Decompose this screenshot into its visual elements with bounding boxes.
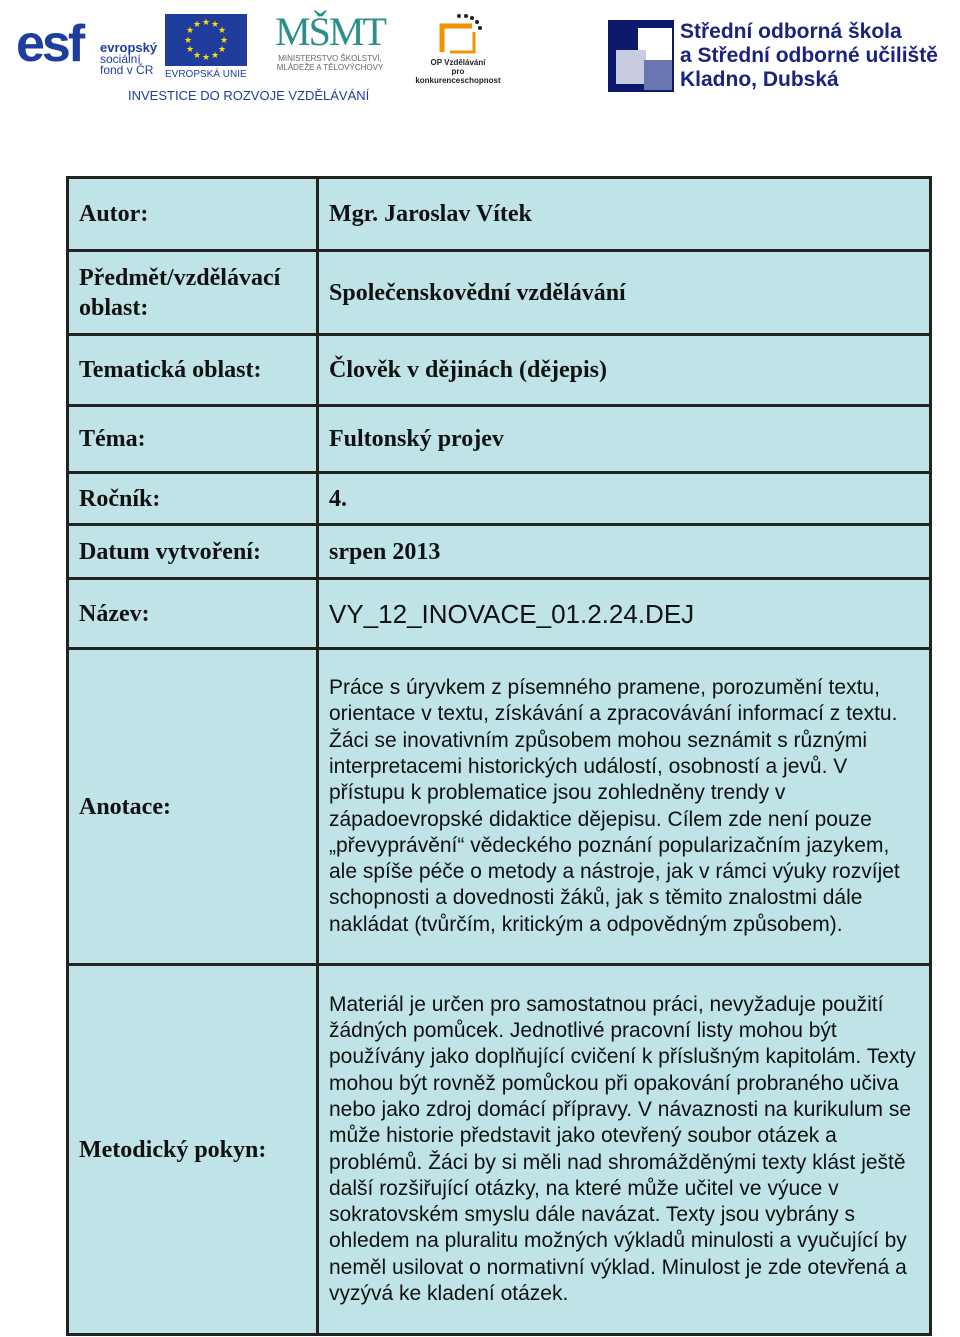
op-logo (410, 12, 506, 84)
predmet-value: Společenskovědní vzdělávání (318, 251, 931, 335)
op-caption-line1: OP Vzdělávání (430, 58, 486, 67)
svg-text:★: ★ (210, 20, 220, 30)
funding-logos (0, 0, 515, 110)
predmet-label: Předmět/vzdělávací oblast: (68, 251, 318, 335)
svg-text:★: ★ (192, 20, 202, 30)
svg-text:★: ★ (217, 45, 227, 55)
table-row (68, 251, 931, 335)
school-mark-icon (608, 20, 674, 92)
svg-text:★: ★ (217, 26, 227, 36)
investice-tagline: INVESTICE DO ROZVOJE VZDĚLÁVÁNÍ (128, 88, 370, 103)
datum-label: Datum vytvoření: (68, 525, 318, 579)
table-row (68, 649, 931, 965)
svg-text:★: ★ (210, 51, 220, 61)
anotace-text: Práce s úryvkem z písemného pramene, porozumění textu, orientace v textu, získávání a zpracovávání informací z textu. Žáci se inovativním způsobem mohou seznámit s různými interpretacemi historických událostí, osobností a jevů. V přístupu k problematice jsou zohledněny trendy v západoevropské didaktice dějepisu. Cílem zde není pouze „převyprávění“ vědeckého poznání popularizačním jazykem, ale spíše péče o metody a nástroje, jak v rámci výuky rozvíjet schopnosti a dovednosti žáků, jak s těmito znalostmi dále nakládat (tvůrčím, kritickým a odpovědným způsobem). (318, 649, 931, 965)
metadata-table (66, 176, 932, 1336)
school-logo (604, 20, 960, 94)
op-mark-icon (428, 12, 488, 58)
metodicky-text: Materiál je určen pro samostatnou práci, nevyžaduje použití žádných pomůcek. Jednotlivé pracovní listy mohou být používány jako doplňující cvičení k příslušným kapitolám. Texty mohou být rovněž pomůckou při opakování probraného učiva nebo jako zdroj domácí přípravy. V návaznosti na kurikulum se může historie představit jako otevřený soubor otázek a problémů. Žáci by si měli nad shromážděnými texty klást ještě další rozšiřující otázky, na které může učitel ve výuce v sokratovském smyslu dále navázat. Texty jsou vybrány s ohledem na pluralitu možných výkladů minulosti a vyučující by neměl usilovat o normativní výklad. Minulost je zde otevřená a vyzývá ke kladení otázek. (318, 965, 931, 1335)
table-row (68, 525, 931, 579)
table-row (68, 579, 931, 649)
esf-caption-line2: sociální (100, 52, 141, 66)
svg-text:★: ★ (219, 36, 229, 46)
nazev-value: VY_12_INOVACE_01.2.24.DEJ (318, 579, 931, 649)
esf-logo (16, 12, 156, 82)
nazev-label: Název: (68, 579, 318, 649)
msmt-logo (256, 10, 404, 82)
tematicka-label: Tematická oblast: (68, 335, 318, 406)
rocnik-label: Ročník: (68, 473, 318, 525)
autor-label: Autor: (68, 178, 318, 251)
msmt-mark: MŠMT (275, 9, 385, 54)
table-row (68, 178, 931, 251)
op-caption-line2: pro konkurenceschopnost (415, 67, 501, 85)
svg-text:★: ★ (192, 51, 202, 61)
table-row (68, 406, 931, 473)
svg-text:★: ★ (201, 18, 211, 28)
svg-text:★: ★ (183, 36, 193, 46)
autor-value: Mgr. Jaroslav Vítek (318, 178, 931, 251)
svg-text:★: ★ (185, 26, 195, 36)
eu-caption: EVROPSKÁ UNIE (165, 69, 247, 80)
esf-caption (100, 42, 157, 76)
esf-mark: esf (16, 15, 83, 73)
esf-caption-line3: fond v ČR (100, 63, 154, 77)
table-row (68, 473, 931, 525)
tema-value: Fultonský projev (318, 406, 931, 473)
school-name-line3: Kladno, Dubská (680, 68, 839, 91)
school-name-line1: Střední odborná škola (680, 20, 902, 43)
school-name-line2: a Střední odborné učiliště (680, 44, 938, 67)
msmt-caption-line1: MINISTERSTVO ŠKOLSTVÍ, (278, 54, 382, 63)
msmt-caption-line2: MLÁDEŽE A TĚLOVÝCHOVY (276, 63, 384, 72)
tematicka-value: Člověk v dějinách (dějepis) (318, 335, 931, 406)
eu-flag-icon (165, 14, 247, 66)
tema-label: Téma: (68, 406, 318, 473)
rocnik-value: 4. (318, 473, 931, 525)
metodicky-label: Metodický pokyn: (68, 965, 318, 1335)
eu-logo (165, 14, 251, 84)
svg-text:★: ★ (201, 53, 211, 63)
datum-value: srpen 2013 (318, 525, 931, 579)
esf-caption-line1: evropský (100, 40, 158, 55)
anotace-label: Anotace: (68, 649, 318, 965)
table-row (68, 965, 931, 1335)
school-name (680, 20, 938, 92)
table-row (68, 335, 931, 406)
svg-text:★: ★ (185, 45, 195, 55)
